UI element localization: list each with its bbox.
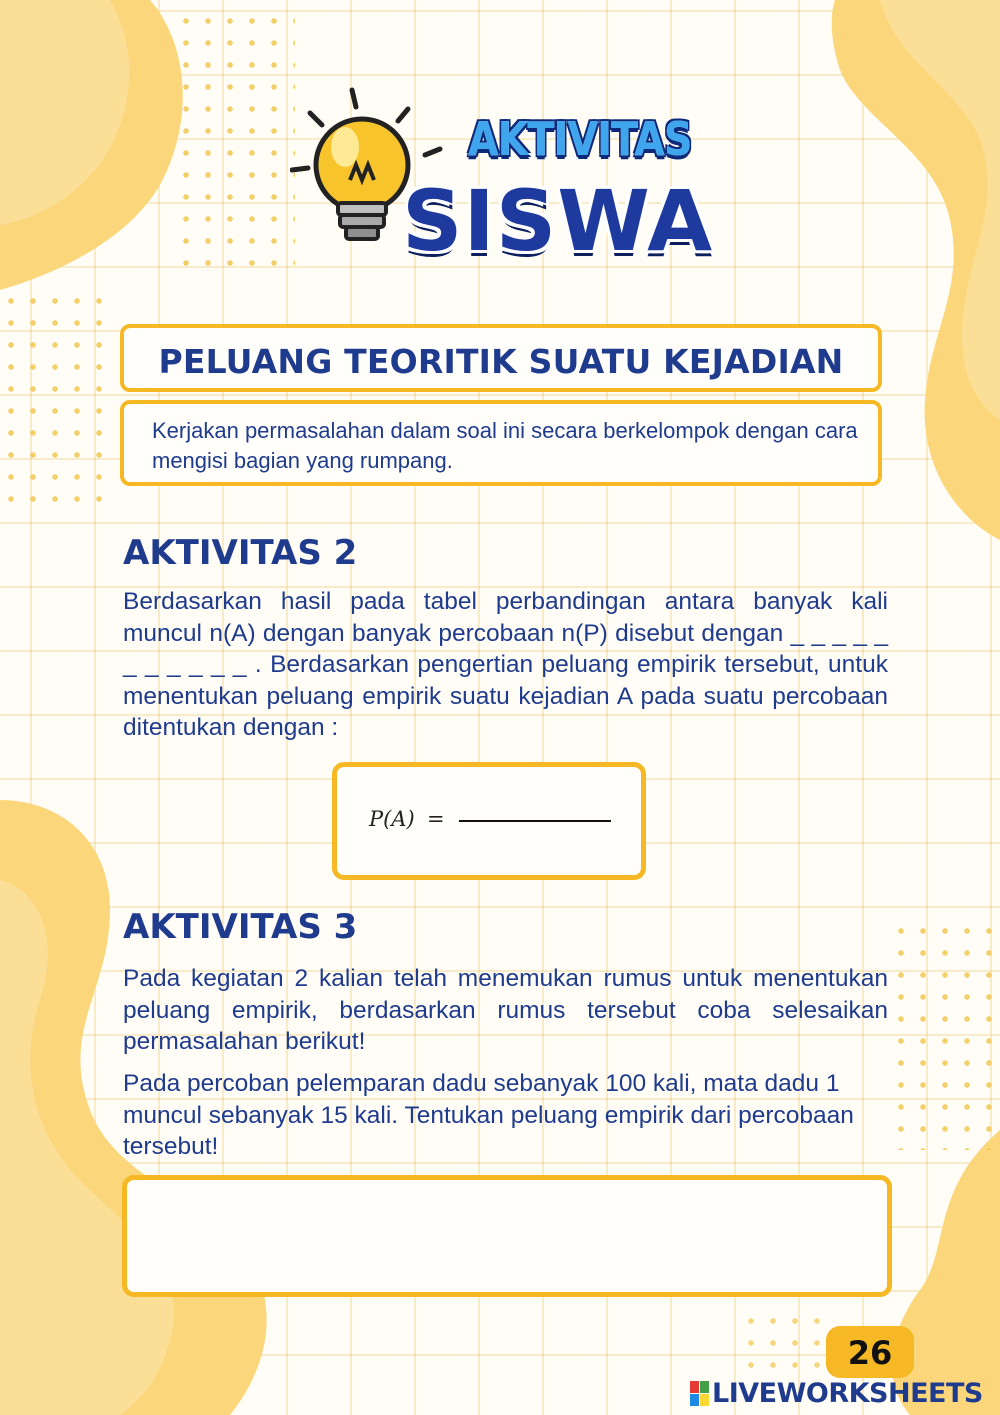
formula-lhs: P(A) (369, 807, 415, 831)
formula-equals: = (427, 807, 445, 831)
activity3-paragraph-1: Pada kegiatan 2 kalian telah menemukan rumus untuk menentukan peluang empirik, berdasarkan rumus tersebut coba selesaikan permasalahan berikut! (123, 965, 888, 1055)
brand-name: LIVEWORKSHEETS (712, 1378, 983, 1409)
dot-pattern (740, 1310, 820, 1370)
liveworksheets-logo-icon (690, 1381, 710, 1407)
activity2-paragraph: Berdasarkan hasil pada tabel perbandingan antara banyak kali muncul n(A) dengan banyak percobaan n(P) disebut dengan _ _ _ _ _ _ _ _ _ _ _ . Berdasarkan pengertian peluang empirik tersebut, untuk menentukan peluang empirik suatu kejadian A pada suatu percobaan ditentukan dengan : (123, 588, 888, 741)
dot-pattern (890, 920, 995, 1150)
title-box (120, 324, 882, 392)
liveworksheets-brand (690, 1378, 990, 1408)
instruction-text: Kerjakan permasalahan dalam soal ini secara berkelompok dengan cara mengisi bagian yang rumpang. (152, 418, 858, 473)
logo-text-aktivitas: AKTIVITAS (468, 112, 692, 166)
page-number-badge (826, 1326, 914, 1378)
dot-pattern (0, 290, 115, 510)
logo-text-siswa: SISWA (402, 172, 714, 270)
instruction-box (120, 400, 882, 486)
activity3-paragraph-2: Pada percoban pelemparan dadu sebanyak 100 kali, mata dadu 1 muncul sebanyak 15 kali. Tentukan peluang empirik dari percobaan tersebut! (123, 1070, 854, 1160)
page-title: PELUANG TEORITIK SUATU KEJADIAN (158, 342, 844, 381)
activity2-heading: AKTIVITAS 2 (123, 533, 358, 573)
fraction-answer-blank[interactable] (459, 820, 611, 822)
formula-box (332, 762, 646, 880)
dot-pattern (175, 10, 295, 280)
answer-input-box[interactable] (122, 1175, 892, 1297)
page-number: 26 (847, 1334, 893, 1372)
activity3-heading: AKTIVITAS 3 (123, 907, 358, 947)
top-left-blob (0, 0, 200, 300)
